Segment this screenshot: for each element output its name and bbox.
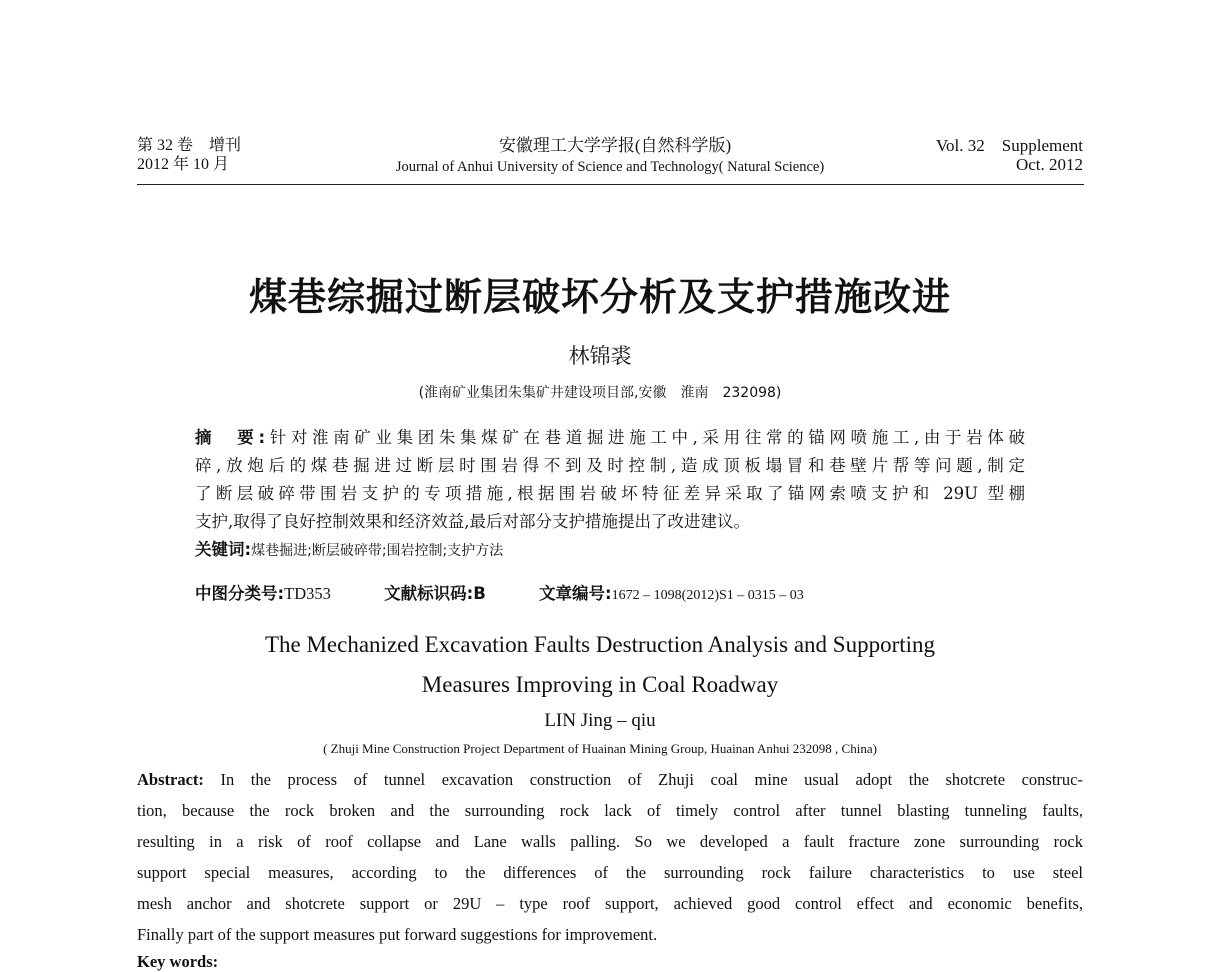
abstract-en-line-1: Abstract: In the process of tunnel excavation construction of Zhuji coal mine usual adopt the shotcrete construc- xyxy=(137,770,1083,789)
abstract-en-line-4: support special measures, according to the differences of the surrounding rock failure characteristics to use steel xyxy=(137,863,1083,882)
date-cn: 2012 年 10 月 xyxy=(137,156,230,173)
keywords-en-label: Key words: xyxy=(137,952,219,971)
abstract-cn-line-2: 碎,放炮后的煤巷掘进过断层时围岩得不到及时控制,造成顶板塌冒和巷壁片帮等问题,制定 xyxy=(195,456,1025,475)
classification-row: 中图分类号:TD353 文献标识码:B 文章编号:1672 – 1098(2012)S1 – 0315 – 03 xyxy=(195,584,804,603)
journal-name-cn: 安徽理工大学学报(自然科学版) xyxy=(498,136,732,155)
volume-issue-en: Vol. 32 Supplement xyxy=(935,136,1083,155)
title-cn: 煤巷综掘过断层破坏分析及支护措施改进 xyxy=(248,275,951,319)
title-en-line-2: Measures Improving in Coal Roadway xyxy=(421,672,779,697)
title-en-line-1: The Mechanized Excavation Faults Destruction Analysis and Supporting xyxy=(264,632,936,657)
author-en: LIN Jing – qiu xyxy=(544,710,656,731)
abstract-en-line-3: resulting in a risk of roof collapse and Lane walls palling. So we developed a fault fracture zone surrounding rock xyxy=(137,832,1083,851)
abstract-en-line-6: Finally part of the support measures put forward suggestions for improvement. xyxy=(137,925,658,944)
abstract-cn-line-3: 了断层破碎带围岩支护的专项措施,根据围岩破坏特征差异采取了锚网索喷支护和 29U 型棚 xyxy=(195,484,1025,503)
affiliation-en: ( Zhuji Mine Construction Project Department of Huainan Mining Group, Huainan Anhui 232098 , China) xyxy=(323,741,877,756)
abstract-cn-line-1: 摘 要:针对淮南矿业集团朱集煤矿在巷道掘进施工中,采用往常的锚网喷施工,由于岩体破 xyxy=(195,428,1025,447)
abstract-en-line-5: mesh anchor and shotcrete support or 29U – type roof support, achieved good control effect and economic benefits, xyxy=(137,894,1083,913)
abstract-cn-line-4: 支护,取得了良好控制效果和经济效益,最后对部分支护措施提出了改进建议。 xyxy=(195,512,750,531)
author-cn: 林锦裘 xyxy=(568,344,632,368)
abstract-en-line-2: tion, because the rock broken and the surrounding rock lack of timely control after tunnel blasting tunneling faults, xyxy=(137,801,1083,820)
abstract-cn-label: 摘 要: xyxy=(195,428,266,447)
journal-name-en: Journal of Anhui University of Science and Technology( Natural Science) xyxy=(395,159,825,175)
date-en: Oct. 2012 xyxy=(1015,155,1083,174)
volume-issue-cn: 第 32 卷 增刊 xyxy=(137,137,242,154)
keywords-cn: 关键词:煤巷掘进;断层破碎带;围岩控制;支护方法 xyxy=(195,540,504,559)
affiliation-cn: (淮南矿业集团朱集矿井建设项目部,安徽 淮南 232098) xyxy=(418,385,782,401)
header-rule xyxy=(137,184,1084,185)
abstract-en-label: Abstract: xyxy=(137,770,204,789)
